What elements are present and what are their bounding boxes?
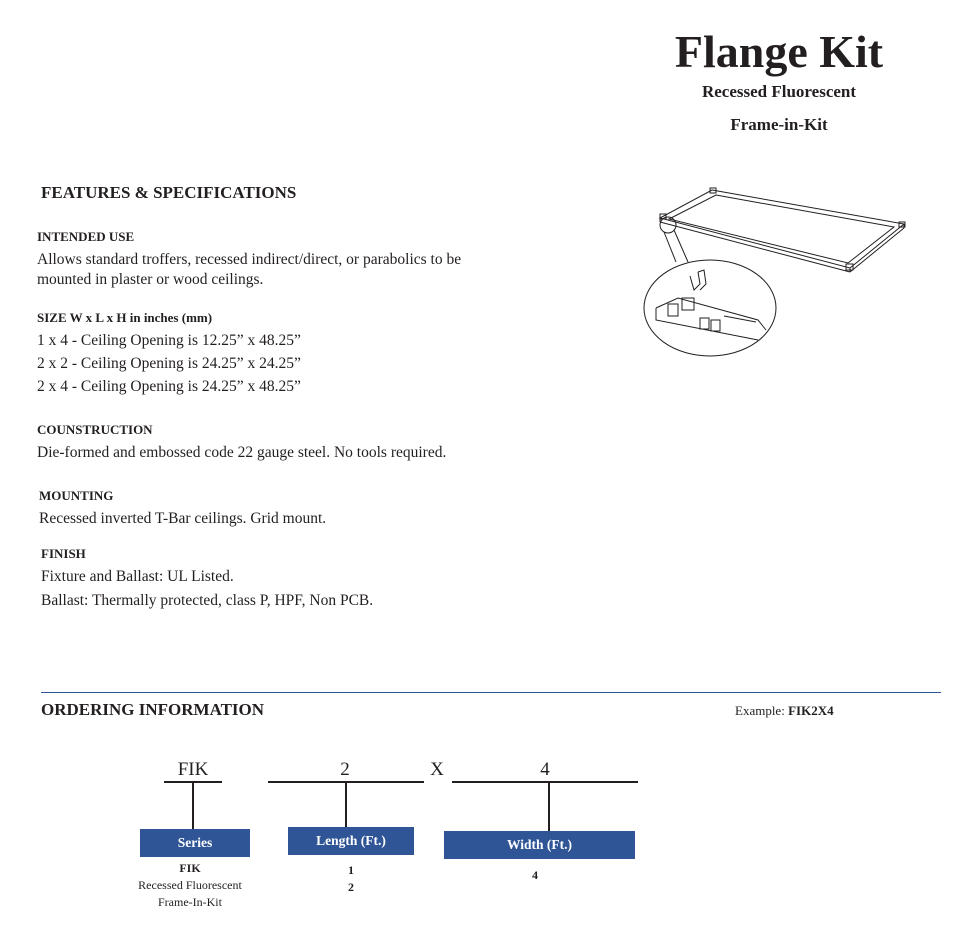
page-title: Flange Kit xyxy=(674,26,884,77)
ordering-heading: ORDERING INFORMATION xyxy=(41,700,265,719)
construction-label: COUNSTRUCTION xyxy=(37,422,153,437)
length-options xyxy=(326,862,376,896)
size-line-3: 2 x 4 - Ceiling Opening is 24.25” x 48.25” xyxy=(37,378,301,395)
code-length: 2 xyxy=(340,759,350,780)
example-code: FIK2X4 xyxy=(788,703,834,718)
code-series: FIK xyxy=(177,759,209,780)
intended-use-line-1: Allows standard troffers, recessed indirect/direct, or parabolics to be xyxy=(37,251,462,268)
length-connector xyxy=(345,782,347,828)
ordering-divider xyxy=(41,692,941,693)
width-option-1: 4 xyxy=(532,868,538,882)
length-option-1: 1 xyxy=(348,863,354,877)
width-connector xyxy=(548,782,550,832)
series-option-desc-1: Recessed Fluorescent xyxy=(138,878,242,892)
series-option-desc-2: Frame-In-Kit xyxy=(158,895,222,909)
size-line-2: 2 x 2 - Ceiling Opening is 24.25” x 24.25” xyxy=(37,355,301,372)
length-option-2: 2 xyxy=(348,880,354,894)
finish-line-2: Ballast: Thermally protected, class P, HPF, Non PCB. xyxy=(41,592,374,609)
size-label: SIZE W x L x H in inches (mm) xyxy=(37,310,213,325)
series-options xyxy=(110,860,270,911)
length-bar: Length (Ft.) xyxy=(288,827,414,855)
finish-label: FINISH xyxy=(41,546,86,561)
code-separator: X xyxy=(430,759,444,780)
mounting-label: MOUNTING xyxy=(39,488,114,503)
size-line-1: 1 x 4 - Ceiling Opening is 12.25” x 48.25” xyxy=(37,332,301,349)
page-subtitle-1: Recessed Fluorescent xyxy=(701,82,857,101)
finish-line-1: Fixture and Ballast: UL Listed. xyxy=(41,568,234,585)
intended-use-label: INTENDED USE xyxy=(37,229,135,244)
mounting-section xyxy=(39,488,326,530)
mounting-line-1: Recessed inverted T-Bar ceilings. Grid mount. xyxy=(39,510,327,527)
series-bar: Series xyxy=(140,829,250,857)
size-section xyxy=(37,310,301,398)
code-width: 4 xyxy=(540,759,550,780)
features-heading: FEATURES & SPECIFICATIONS xyxy=(41,183,297,202)
intended-use-line-2: mounted in plaster or wood ceilings. xyxy=(37,271,264,288)
intended-use-section xyxy=(37,229,461,291)
finish-section xyxy=(41,546,373,612)
ordering-example xyxy=(735,703,834,719)
flange-kit-frame-illustration xyxy=(638,180,918,360)
construction-line-1: Die-formed and embossed code 22 gauge steel. No tools required. xyxy=(37,444,447,461)
construction-section xyxy=(37,422,446,464)
width-bar: Width (Ft.) xyxy=(444,831,635,859)
series-connector xyxy=(192,782,194,830)
example-prefix: Example: xyxy=(735,703,789,718)
width-underline xyxy=(452,781,638,783)
page-subtitle-2: Frame-in-Kit xyxy=(730,115,828,134)
series-option-code: FIK xyxy=(179,861,201,875)
width-options xyxy=(510,867,560,884)
